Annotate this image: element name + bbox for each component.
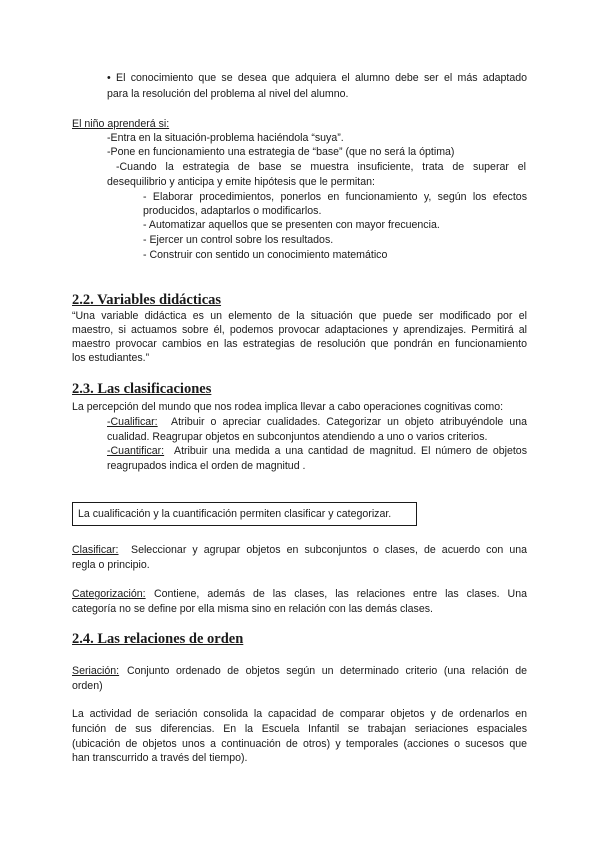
clasificar-term: Clasificar: <box>72 544 119 556</box>
sub-item: - Elaborar procedimientos, ponerlos en funcionamiento y, según los efectos <box>143 191 527 203</box>
child-heading: El niño aprenderá si: <box>72 118 170 130</box>
paragraph-line: han transcurrido a través del tiempo). <box>72 752 248 764</box>
paragraph-line: maestro provocar cambios en las estrategias de resolución que pondrán en funcionamiento <box>72 338 527 350</box>
intro-bullet-line: para la resolución del problema al nivel del alumno. <box>107 88 349 100</box>
child-item: desequilibrio y anticipa y emite hipótesis que le permitan: <box>107 176 375 188</box>
cuantificar-definition: reagrupados indica el orden de magnitud . <box>107 460 306 472</box>
section-title-clasificaciones: 2.3. Las clasificaciones <box>72 381 212 397</box>
seriacion-term: Seriación: <box>72 665 120 677</box>
intro-bullet-line: • El conocimiento que se desea que adquiera el alumno debe ser el más adaptado <box>107 72 527 84</box>
paragraph-line: función de sus diferencias. En la Escuela Infantil se trabajan seriaciones espaciales <box>72 723 527 735</box>
child-item: -Cuando la estrategia de base se muestra insuficiente, trata de superar el <box>116 161 526 173</box>
paragraph-line: “Una variable didáctica es un elemento de la situación que puede ser modificado por el <box>72 310 527 322</box>
cuantificar-term: -Cuantificar: <box>107 445 165 457</box>
sub-item: - Construir con sentido un conocimiento matemático <box>143 249 388 261</box>
sub-item: - Ejercer un control sobre los resultados. <box>143 234 334 246</box>
paragraph-line: La actividad de seriación consolida la capacidad de comparar objetos y de ordenarlos en <box>72 708 527 720</box>
categorizacion-definition: Contiene, además de las clases, las relaciones entre las clases. Una <box>154 588 527 600</box>
cualificar-definition: cualidad. Reagrupar objetos en subconjuntos atendiendo a uno o varios criterios. <box>107 431 488 443</box>
categorizacion-definition: categoría no se define por ella misma sino en relación con las demás clases. <box>72 603 433 615</box>
child-item: -Pone en funcionamiento una estrategia de “base” (que no será la óptima) <box>107 146 455 158</box>
section-title-variables: 2.2. Variables didácticas <box>72 292 222 308</box>
clasificar-definition: regla o principio. <box>72 559 150 571</box>
seriacion-definition: Conjunto ordenado de objetos según un determinado criterio (una relación de <box>127 665 527 677</box>
child-item: -Entra en la situación-problema haciéndola “suya”. <box>107 132 344 144</box>
paragraph-line: (ubicación de objetos unos a continuación de otros) y temporales (acciones o sucesos que <box>72 738 527 750</box>
sub-item: - Automatizar aquellos que se presenten con mayor frecuencia. <box>143 219 440 231</box>
categorizacion-term: Categorización: <box>72 588 146 600</box>
section-intro: La percepción del mundo que nos rodea implica llevar a cabo operaciones cognitivas como: <box>72 401 504 413</box>
cualificar-term: -Cualificar: <box>107 416 158 428</box>
paragraph-line: los estudiantes.” <box>72 352 150 364</box>
cualificar-definition: Atribuir o apreciar cualidades. Categorizar un objeto atribuyéndole una <box>171 416 527 428</box>
paragraph-line: maestro, si actuamos sobre él, podemos provocar adaptaciones y aprendizajes. Permitirá al <box>72 324 527 336</box>
sub-item: producidos, adaptarlos o modificarlos. <box>143 205 322 217</box>
section-title-relaciones: 2.4. Las relaciones de orden <box>72 631 244 647</box>
cuantificar-definition: Atribuir una medida a una cantidad de magnitud. El número de objetos <box>174 445 527 457</box>
seriacion-definition: orden) <box>72 680 103 692</box>
summary-box: La cualificación y la cuantificación permiten clasificar y categorizar. <box>72 502 417 526</box>
clasificar-definition: Seleccionar y agrupar objetos en subconjuntos o clases, de acuerdo con una <box>131 544 527 556</box>
